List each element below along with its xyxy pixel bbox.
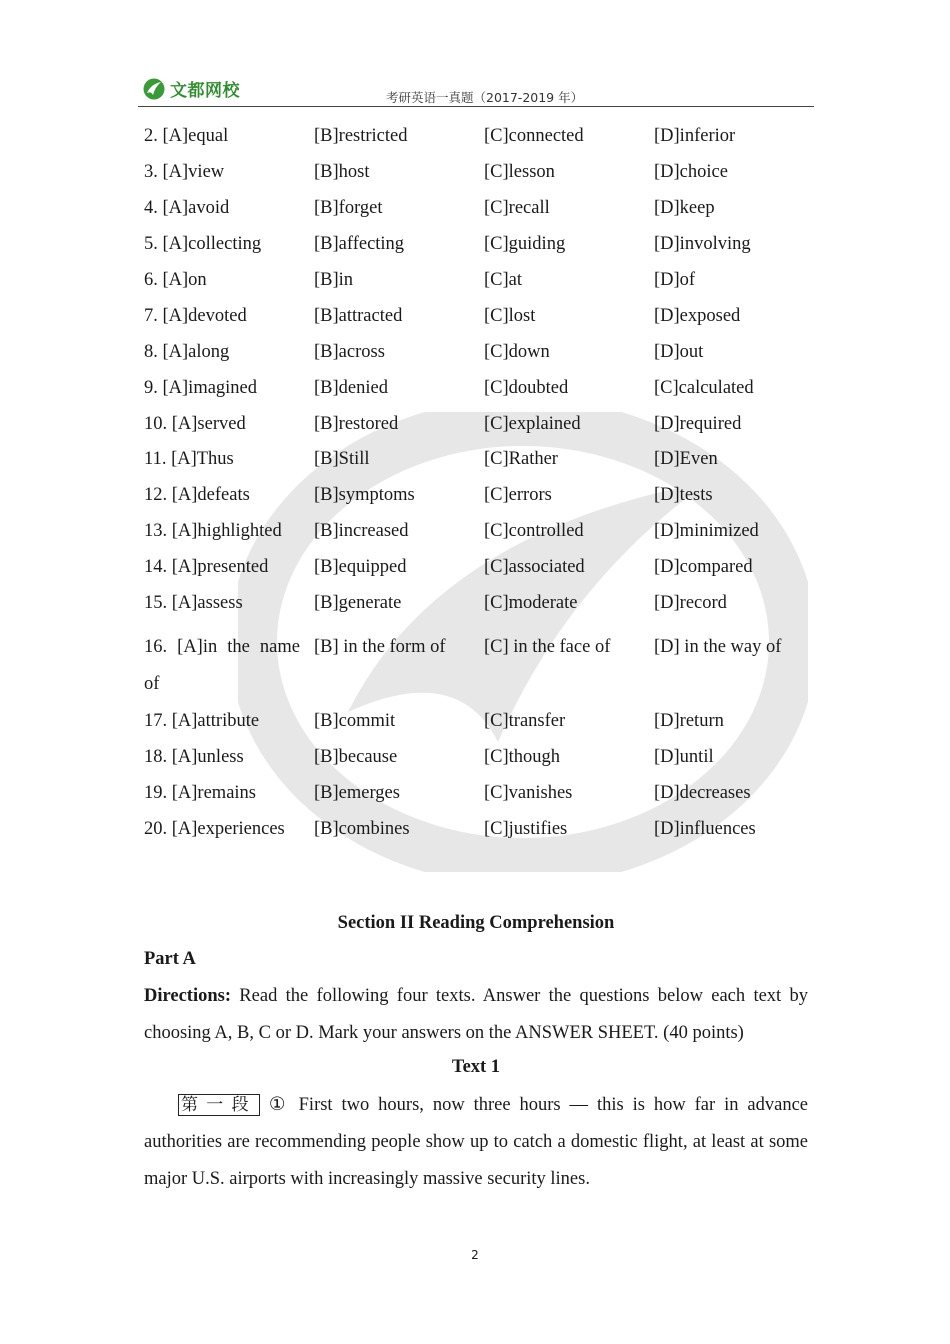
option-b: [B]affecting [314, 234, 405, 255]
option-row [144, 442, 816, 478]
logo-text: 文都网校 [170, 81, 240, 101]
option-a: 10. [A]served [144, 413, 246, 434]
option-a: 5. [A]collecting [144, 234, 262, 255]
option-row [144, 263, 816, 299]
option-c: [C]down [484, 341, 550, 362]
option-b: [B]increased [314, 521, 409, 542]
option-d: [D]Even [654, 449, 718, 470]
option-a: 7. [A]devoted [144, 305, 247, 326]
option-d: [D]required [654, 413, 742, 434]
directions [144, 978, 808, 1052]
option-a: 20. [A]experiences [144, 818, 285, 839]
option-c: [C]though [484, 746, 561, 767]
part-title: Part A [144, 949, 196, 969]
option-a: 19. [A]remains [144, 782, 256, 803]
page-number: 2 [471, 1248, 479, 1262]
option-c: [C]recall [484, 198, 550, 219]
option-b: [B]Still [314, 449, 370, 470]
option-c: [C]guiding [484, 234, 566, 255]
option-c: [C]Rather [484, 449, 558, 470]
header-title: 考研英语一真题（2017-2019 年） [386, 90, 584, 105]
option-d: [D]compared [654, 557, 753, 578]
option-row [144, 191, 816, 227]
brand-logo [142, 76, 240, 101]
option-row [144, 334, 816, 370]
option-row [144, 621, 816, 703]
option-b: [B]forget [314, 198, 383, 219]
option-c: [C]connected [484, 126, 584, 147]
option-c: [C]errors [484, 485, 552, 506]
option-b: [B]combines [314, 818, 410, 839]
option-c: [C]associated [484, 557, 585, 578]
option-b: [B]commit [314, 710, 396, 731]
option-row [144, 514, 816, 550]
option-a: 18. [A]unless [144, 746, 244, 767]
leaf-logo-icon [142, 77, 166, 101]
option-d: [D]choice [654, 162, 728, 183]
option-a: 9. [A]imagined [144, 377, 258, 398]
option-a: 17. [A]attribute [144, 710, 260, 731]
option-a: 13. [A]highlighted [144, 521, 282, 542]
option-row [144, 478, 816, 514]
option-d: [D]return [654, 710, 724, 731]
option-b: [B]because [314, 746, 398, 767]
option-b: [B]restored [314, 413, 399, 434]
option-d: [D]out [654, 341, 704, 362]
option-c: [C]controlled [484, 521, 584, 542]
option-c: [C]doubted [484, 377, 569, 398]
option-row [144, 739, 816, 775]
option-row [144, 586, 816, 622]
option-c: [C] in the face of [484, 637, 611, 658]
option-d: [D]involving [654, 234, 751, 255]
option-d: [D]of [654, 270, 696, 290]
option-d: [D]exposed [654, 305, 741, 326]
option-d: [D]until [654, 746, 714, 767]
paragraph-label: 第一段 [178, 1094, 260, 1116]
option-b: [B]host [314, 162, 370, 183]
page-header [138, 72, 814, 107]
option-row [144, 703, 816, 739]
option-row [144, 155, 816, 191]
option-c: [C]vanishes [484, 782, 573, 803]
option-row [144, 227, 816, 263]
option-b: [B]across [314, 341, 385, 362]
option-c: [C]lost [484, 305, 536, 326]
option-row [144, 406, 816, 442]
option-d: [D]inferior [654, 126, 736, 147]
paragraph-text: ① First two hours, now three hours — this is how far in advance authorities are recommending people show up to catch a domestic flight, at least at some major U.S. airports with increasingly massive security lines. [144, 1095, 809, 1189]
option-b: [B]generate [314, 593, 402, 614]
option-row [144, 550, 816, 586]
option-row [144, 119, 816, 155]
option-row [144, 775, 816, 811]
option-b: [B]denied [314, 377, 388, 398]
cloze-options [144, 119, 816, 847]
option-b: [B]in [314, 270, 354, 290]
option-row [144, 370, 816, 406]
option-b: [B]symptoms [314, 485, 415, 506]
option-d: [D]record [654, 593, 727, 614]
option-a: 8. [A]along [144, 341, 230, 362]
option-a: 4. [A]avoid [144, 198, 230, 219]
option-d: [D]decreases [654, 782, 751, 803]
option-a: 2. [A]equal [144, 126, 229, 147]
option-a: 12. [A]defeats [144, 485, 250, 506]
directions-label: Directions: [144, 986, 231, 1006]
option-d: [D]tests [654, 485, 713, 506]
directions-text: Read the following four texts. Answer the questions below each text by choosing A, B, C or D. Mark your answers on the ANSWER SHEET. (40 points) [144, 986, 808, 1043]
option-a: 14. [A]presented [144, 557, 269, 578]
paragraph-1 [144, 1087, 808, 1198]
option-c: [C]transfer [484, 710, 566, 731]
option-d: [C]calculated [654, 377, 754, 398]
option-c: [C]explained [484, 413, 581, 434]
option-c: [C]lesson [484, 162, 555, 183]
option-b: [B]emerges [314, 782, 400, 803]
option-d: [D] in the way of [654, 637, 782, 658]
option-b: [B] in the form of [314, 637, 446, 658]
option-b: [B]attracted [314, 305, 403, 326]
option-a: 6. [A]on [144, 270, 207, 290]
option-a: 3. [A]view [144, 162, 225, 183]
text-title: Text 1 [451, 1057, 501, 1077]
option-a: 11. [A]Thus [144, 449, 234, 470]
section-title: Section II Reading Comprehension [337, 913, 615, 933]
option-b: [B]restricted [314, 126, 408, 147]
option-d: [D]keep [654, 198, 715, 219]
option-c: [C]moderate [484, 593, 578, 614]
option-d: [D]influences [654, 818, 756, 839]
option-row [144, 298, 816, 334]
option-b: [B]equipped [314, 557, 407, 578]
option-d: [D]minimized [654, 521, 759, 542]
option-c: [C]at [484, 270, 523, 290]
option-a: 15. [A]assess [144, 593, 243, 614]
option-c: [C]justifies [484, 818, 568, 839]
option-row [144, 811, 816, 847]
option-a: 16. [A]in the name of [144, 637, 300, 695]
